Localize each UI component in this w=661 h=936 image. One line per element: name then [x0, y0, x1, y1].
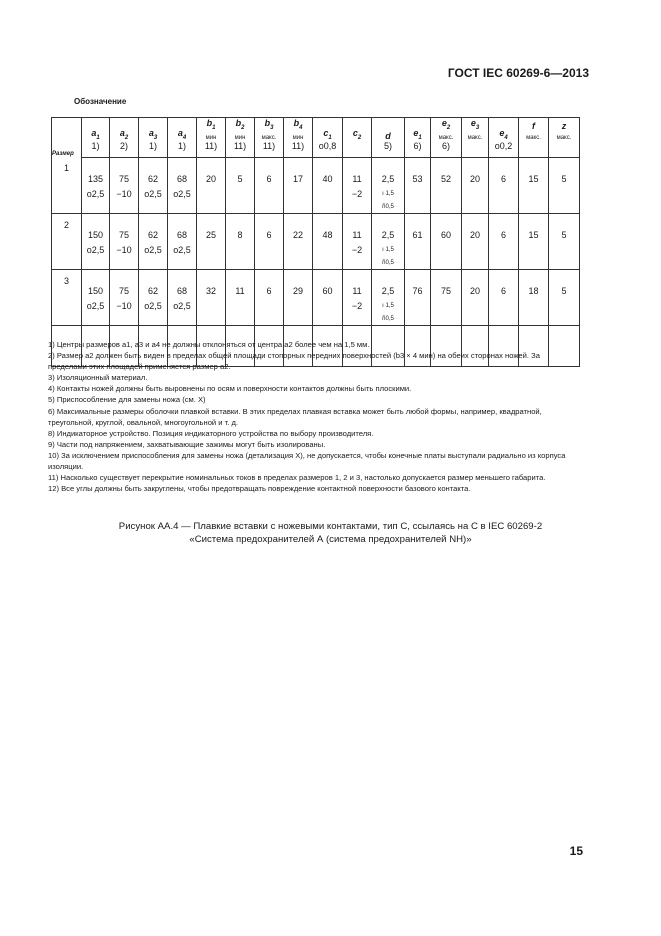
tolerance-cell [110, 260, 139, 270]
value-cell: 75 [431, 269, 462, 296]
tolerance-cell [489, 204, 519, 214]
page-number: 15 [569, 844, 583, 858]
tolerance-cell [549, 296, 580, 316]
table-row [52, 213, 580, 240]
tolerance-cell [226, 260, 255, 270]
tolerance-cell [313, 316, 343, 326]
footnote: 6) Максимальные размеры оболочки плавкой вставки. В этих пределах плавкая вставка может быть любой формы, например, квадратной, треугольной, круглой, овальной, многоугольной и т. д. [48, 406, 542, 427]
value-cell: 52 [431, 157, 462, 184]
tolerance-cell [462, 260, 489, 270]
tolerance-cell: ñ0,5 [372, 204, 405, 214]
value-cell: 29 [284, 269, 313, 296]
tolerance-cell [489, 296, 519, 316]
footnotes [48, 339, 580, 494]
tolerance-cell: ı 1,5 [372, 240, 405, 260]
value-cell: 5 [549, 157, 580, 184]
tolerance-cell [82, 204, 110, 214]
value-cell: 6 [489, 269, 519, 296]
column-note: 2) [110, 141, 139, 158]
column-note: 1) [168, 141, 197, 158]
tolerance-cell [519, 184, 549, 204]
value-cell: 60 [431, 213, 462, 240]
tolerance-cell: ı 1,5 [372, 184, 405, 204]
tolerance-row [52, 184, 580, 204]
column-header-a3: $a_3$ [139, 118, 168, 141]
value-cell: 15 [519, 157, 549, 184]
column-note: 6) [405, 141, 431, 158]
value-cell: 11 [226, 269, 255, 296]
tolerance-cell [284, 204, 313, 214]
size-cell: 2 [52, 213, 82, 269]
tolerance-cell: −10 [110, 184, 139, 204]
tolerance-cell [255, 260, 284, 270]
footnote: 4) Контакты ножей должны быть выровнены по осям и поверхности контактов должны быть плоскими. [48, 384, 412, 394]
value-cell: 62 [139, 157, 168, 184]
value-cell: 15 [519, 213, 549, 240]
column-note: о0,2 [489, 141, 519, 158]
tolerance-cell [405, 184, 431, 204]
value-cell: 62 [139, 213, 168, 240]
value-cell: 2,5 [372, 269, 405, 296]
column-note: 11) [197, 141, 226, 158]
value-cell: 150 [82, 213, 110, 240]
value-cell: 48 [313, 213, 343, 240]
tolerance-cell [313, 296, 343, 316]
tolerance-cell [431, 240, 462, 260]
value-cell: 5 [549, 213, 580, 240]
document-header: ГОСТ IEC 60269-6—2013 [447, 66, 589, 80]
tolerance-cell [489, 184, 519, 204]
tolerance-cell [489, 316, 519, 326]
column-note: 1) [82, 141, 110, 158]
footnote: 12) Все углы должны быть закруглены, чтобы предотвращать повреждение контактной поверхности базового контакта. [48, 484, 471, 494]
value-cell: 32 [197, 269, 226, 296]
tolerance-cell: ı 1,5 [372, 296, 405, 316]
tolerance-cell: о2,5 [82, 296, 110, 316]
value-cell: 11 [343, 213, 372, 240]
value-cell: 76 [405, 269, 431, 296]
column-header-e1: $e_1$ [405, 118, 431, 141]
footnote: 11) Насколько существует перекрытие номинальных токов в пределах размеров 1, 2 и 3, настолько допускается размер меньшего габарита. [48, 473, 546, 483]
tolerance-cell [168, 204, 197, 214]
value-cell: 75 [110, 269, 139, 296]
tolerance-cell [139, 204, 168, 214]
column-note [519, 141, 549, 158]
tolerance-cell: −10 [110, 296, 139, 316]
column-header-e4: $e_4$ [489, 118, 519, 141]
tolerance-cell [284, 296, 313, 316]
tolerance-cell [139, 260, 168, 270]
tolerance-cell [405, 296, 431, 316]
value-cell: 6 [489, 213, 519, 240]
column-note [549, 141, 580, 158]
tolerance-cell [255, 296, 284, 316]
value-cell: 5 [549, 269, 580, 296]
size-cell: 1 [52, 157, 82, 213]
column-header-c2: $c_2$ [343, 118, 372, 141]
tolerance-cell [549, 316, 580, 326]
tolerance-cell [255, 184, 284, 204]
tolerance-cell [197, 260, 226, 270]
tolerance-cell [519, 316, 549, 326]
header-row-symbols [52, 118, 580, 141]
tolerance-cell [549, 240, 580, 260]
tolerance-cell: −2 [343, 184, 372, 204]
tolerance-cell [197, 316, 226, 326]
value-cell: 62 [139, 269, 168, 296]
tolerance-cell: ñ0,5 [372, 316, 405, 326]
column-header-b3: $b_3$ макс. [255, 118, 284, 141]
value-cell: 5 [226, 157, 255, 184]
column-header-b2: $b_2$ мин [226, 118, 255, 141]
column-header-b4: $b_4$ мин [284, 118, 313, 141]
column-header-a1: $a_1$ [82, 118, 110, 141]
tolerance-cell [197, 296, 226, 316]
tolerance-cell [519, 240, 549, 260]
tolerance-cell [549, 204, 580, 214]
value-cell: 40 [313, 157, 343, 184]
tolerance-cell [110, 316, 139, 326]
tolerance-cell [139, 316, 168, 326]
tolerance-cell [284, 240, 313, 260]
value-cell: 68 [168, 157, 197, 184]
value-cell: 20 [197, 157, 226, 184]
footnote: 1) Центры размеров a1, a3 и a4 не должны отклоняться от центра a2 более чем на 1,5 мм. [48, 340, 370, 349]
tolerance-cell [431, 260, 462, 270]
tolerance-cell [313, 204, 343, 214]
tolerance-cell [110, 204, 139, 214]
tolerance-cell [197, 240, 226, 260]
tolerance-cell [462, 240, 489, 260]
value-cell: 135 [82, 157, 110, 184]
tolerance-cell [489, 240, 519, 260]
value-cell: 6 [255, 157, 284, 184]
column-header-e2: $e_2$ макс. [431, 118, 462, 141]
tolerance-cell [405, 240, 431, 260]
footnote: 10) За исключением приспособления для замены ножа (детализация X), не допускается, чтобы конечные платы выступали радиально из корпуса изоляции. [48, 450, 566, 472]
tolerance-cell: −2 [343, 240, 372, 260]
size-cell: 3 [52, 269, 82, 325]
column-header-e3: $e_3$ макс. [462, 118, 489, 141]
tolerance-cell [168, 316, 197, 326]
table-body [52, 157, 580, 366]
tolerance-cell: о2,5 [82, 184, 110, 204]
value-cell: 20 [462, 213, 489, 240]
column-header-b1: $b_1$ мин [197, 118, 226, 141]
tolerance-cell [519, 260, 549, 270]
tolerance-cell [313, 240, 343, 260]
tolerance-cell: −10 [110, 240, 139, 260]
tolerance-cell [82, 260, 110, 270]
caption-line-1: Рисунок АА.4 — Плавкие вставки с ножевыми контактами, тип С, ссылаясь на С в IEC 60269-2 [118, 521, 543, 532]
column-note [343, 141, 372, 158]
tolerance-row-2 [52, 204, 580, 214]
tolerance-cell [519, 296, 549, 316]
tolerance-cell [462, 204, 489, 214]
value-cell: 8 [226, 213, 255, 240]
tolerance-cell [343, 204, 372, 214]
value-cell: 75 [110, 213, 139, 240]
footnote: 3) Изоляционный материал. [48, 373, 148, 383]
tolerance-cell [431, 184, 462, 204]
tolerance-row [52, 296, 580, 316]
footnote: 5) Приспособление для замены ножа (см. X) [48, 395, 206, 405]
tolerance-cell: −2 [343, 296, 372, 316]
tolerance-cell [226, 240, 255, 260]
caption-line-2: «Система предохранителей А (система предохранителей NH)» [189, 534, 472, 545]
tolerance-row [52, 240, 580, 260]
tolerance-cell [284, 260, 313, 270]
value-cell: 60 [313, 269, 343, 296]
column-note [462, 141, 489, 158]
value-cell: 20 [462, 157, 489, 184]
tolerance-cell [549, 184, 580, 204]
tolerance-cell [343, 260, 372, 270]
tolerance-cell [226, 204, 255, 214]
column-note: о0,8 [313, 141, 343, 158]
tolerance-cell [255, 316, 284, 326]
tolerance-cell [462, 184, 489, 204]
value-cell: 68 [168, 269, 197, 296]
tolerance-cell [168, 260, 197, 270]
value-cell: 18 [519, 269, 549, 296]
tolerance-cell [462, 296, 489, 316]
tolerance-cell [82, 316, 110, 326]
tolerance-cell [519, 204, 549, 214]
column-note: 5) [372, 141, 405, 158]
tolerance-cell [549, 260, 580, 270]
value-cell: 25 [197, 213, 226, 240]
designation-label: Обозначение [74, 97, 127, 106]
column-header-d: d [372, 118, 405, 141]
tolerance-cell [255, 204, 284, 214]
dimensions-table [51, 117, 580, 367]
column-note: 11) [255, 141, 284, 158]
value-cell: 2,5 [372, 157, 405, 184]
tolerance-cell: ñ0,5 [372, 260, 405, 270]
column-header-z: z макс. [549, 118, 580, 141]
column-header-a4: $a_4$ [168, 118, 197, 141]
tolerance-cell [226, 316, 255, 326]
column-header-size: Размер [52, 118, 82, 158]
footnote: 9) Части под напряжением, захватывающие зажимы могут быть изолированы. [48, 439, 326, 449]
tolerance-cell [255, 240, 284, 260]
tolerance-cell [489, 260, 519, 270]
footnote: 2) Размер a2 должен быть виден в пределах общей площади стопорных передних поверхностей (b3 × 4 мин) на обеих сторонах ножей. За пределами этих площадей применяется размер a2. [48, 351, 540, 372]
value-cell: 17 [284, 157, 313, 184]
tolerance-cell [313, 184, 343, 204]
value-cell: 150 [82, 269, 110, 296]
tolerance-cell [431, 204, 462, 214]
column-header-f: f макс. [519, 118, 549, 141]
tolerance-cell: о2,5 [139, 184, 168, 204]
header-row-notes [52, 141, 580, 158]
tolerance-cell [284, 316, 313, 326]
value-cell: 6 [255, 269, 284, 296]
footnote: 8) Индикаторное устройство. Позиция индикаторного устройства по выбору производителя. [48, 428, 374, 438]
tolerance-cell: о2,5 [168, 296, 197, 316]
figure-caption [48, 520, 613, 546]
tolerance-cell [431, 296, 462, 316]
value-cell: 20 [462, 269, 489, 296]
column-note: 1) [139, 141, 168, 158]
tolerance-cell [462, 316, 489, 326]
tolerance-row-2 [52, 316, 580, 326]
table-row [52, 157, 580, 184]
value-cell: 22 [284, 213, 313, 240]
tolerance-cell: о2,5 [168, 184, 197, 204]
tolerance-cell [431, 316, 462, 326]
value-cell: 6 [255, 213, 284, 240]
value-cell: 11 [343, 157, 372, 184]
value-cell: 2,5 [372, 213, 405, 240]
value-cell: 68 [168, 213, 197, 240]
value-cell: 6 [489, 157, 519, 184]
column-note: 11) [284, 141, 313, 158]
tolerance-cell [197, 184, 226, 204]
tolerance-cell [226, 184, 255, 204]
tolerance-cell: о2,5 [139, 296, 168, 316]
tolerance-cell [405, 260, 431, 270]
tolerance-cell [226, 296, 255, 316]
table-row [52, 269, 580, 296]
tolerance-row-2 [52, 260, 580, 270]
column-note: 11) [226, 141, 255, 158]
tolerance-cell [197, 204, 226, 214]
column-header-a2: $a_2$ [110, 118, 139, 141]
tolerance-cell [405, 316, 431, 326]
value-cell: 75 [110, 157, 139, 184]
tolerance-cell: о2,5 [82, 240, 110, 260]
tolerance-cell [313, 260, 343, 270]
value-cell: 11 [343, 269, 372, 296]
value-cell: 53 [405, 157, 431, 184]
tolerance-cell [284, 184, 313, 204]
tolerance-cell [405, 204, 431, 214]
tolerance-cell: о2,5 [168, 240, 197, 260]
column-header-c1: $c_1$ [313, 118, 343, 141]
tolerance-cell [343, 316, 372, 326]
tolerance-cell: о2,5 [139, 240, 168, 260]
value-cell: 61 [405, 213, 431, 240]
column-note: 6) [431, 141, 462, 158]
